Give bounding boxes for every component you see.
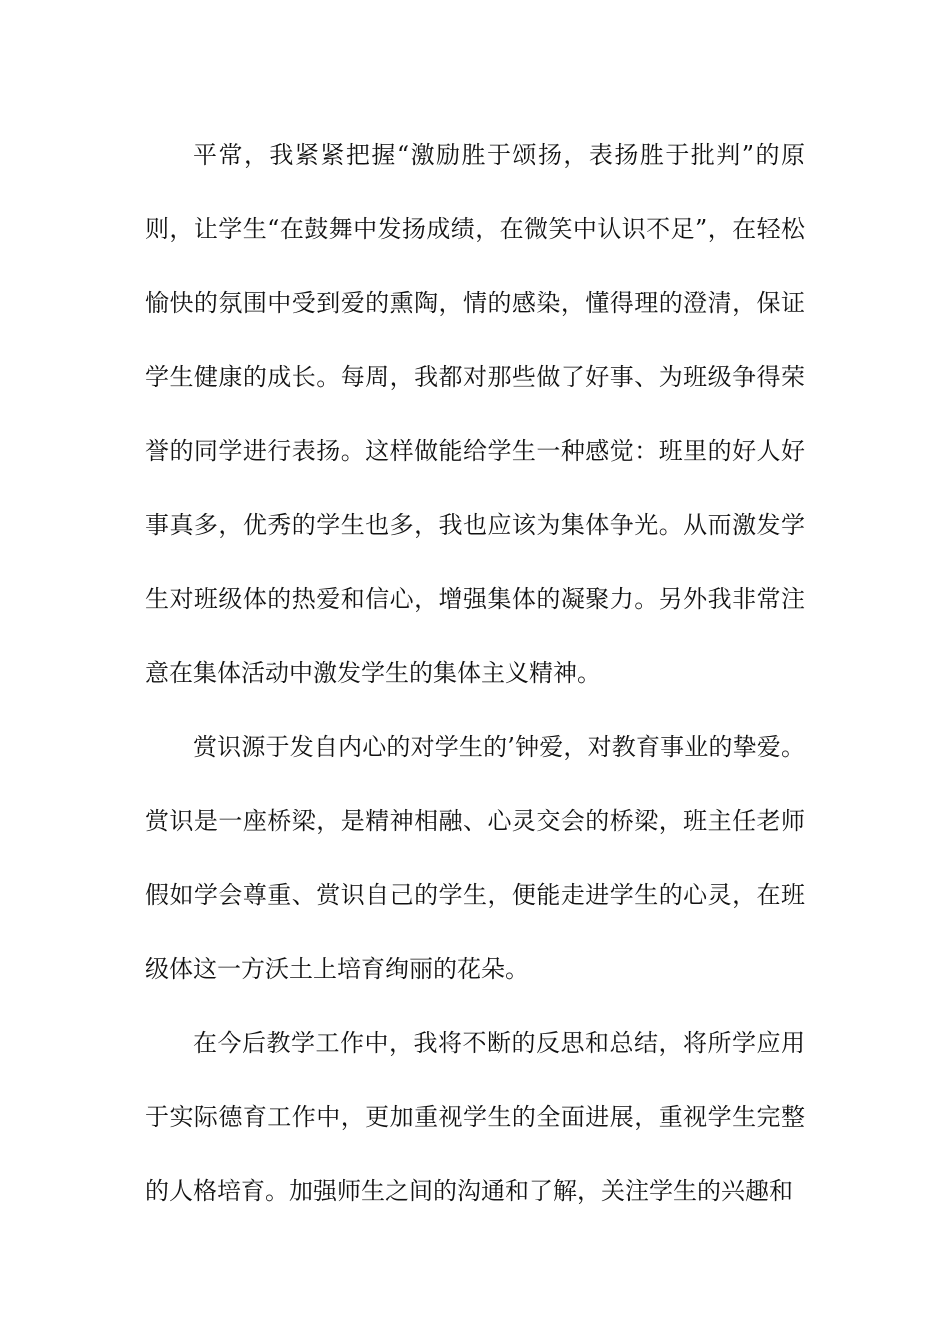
document-body	[145, 118, 805, 1228]
paragraph-3: 在今后教学工作中，我将不断的反思和总结，将所学应用于实际德育工作中，更加重视学生的全面进展，重视学生完整的人格培育。加强师生之间的沟通和了解，关注学生的兴趣和	[145, 1029, 805, 1205]
paragraph-2: 赏识源于发自内心的对学生的’钟爱，对教育事业的挚爱。赏识是一座桥梁，是精神相融、心灵交会的桥梁，班主任老师假如学会尊重、赏识自己的学生，便能走进学生的心灵，在班级体这一方沃土上培育绚丽的花朵。	[145, 733, 805, 983]
paragraph-1: 平常，我紧紧把握“激励胜于颂扬，表扬胜于批判”的原则，让学生“在鼓舞中发扬成绩，在微笑中认识不足”，在轻松愉快的氛围中受到爱的熏陶，情的感染，懂得理的澄清，保证学生健康的成长。每周，我都对那些做了好事、为班级争得荣誉的同学进行表扬。这样做能给学生一种感觉：班里的好人好事真多，优秀的学生也多，我也应该为集体争光。从而激发学生对班级体的热爱和信心，增强集体的凝聚力。另外我非常注意在集体活动中激发学生的集体主义精神。	[145, 141, 805, 687]
